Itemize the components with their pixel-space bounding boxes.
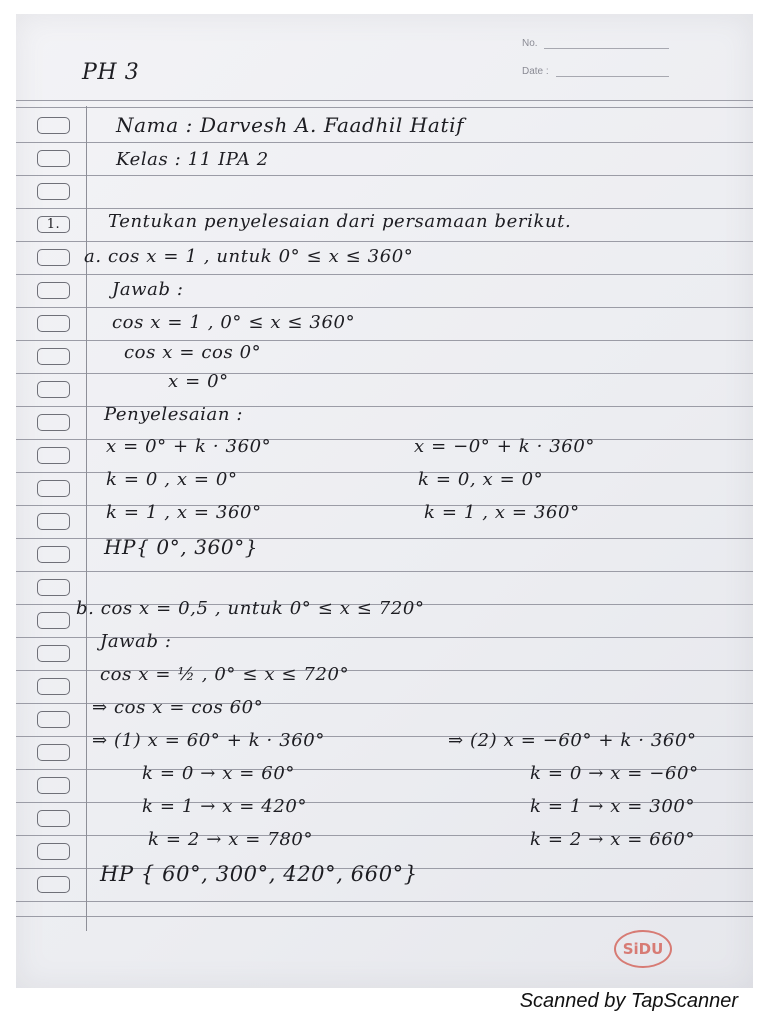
no-rule — [544, 48, 669, 49]
part-a-step2: cos x = cos 0° — [124, 342, 262, 363]
header-rule — [16, 100, 753, 101]
part-a-jawab: Jawab : — [112, 279, 184, 300]
scanner-watermark: Scanned by TapScanner — [519, 990, 738, 1012]
part-a-left-line: k = 0 , x = 0° — [106, 469, 238, 490]
student-class: Kelas : 11 IPA 2 — [116, 149, 269, 170]
part-b-right-line: ⇒ (2) x = −60° + k · 360° — [448, 730, 697, 751]
part-b-left-line: ⇒ (1) x = 60° + k · 360° — [92, 730, 325, 751]
part-b-left-line: k = 2 → x = 780° — [148, 829, 314, 850]
margin-checkbox — [37, 414, 70, 431]
part-b-jawab: Jawab : — [100, 631, 172, 652]
date-label: Date : — [522, 66, 549, 77]
margin-checkbox — [37, 744, 70, 761]
margin-checkbox — [37, 183, 70, 200]
part-a-step1: cos x = 1 , 0° ≤ x ≤ 360° — [112, 312, 356, 333]
date-rule — [556, 76, 669, 77]
margin-checkbox — [37, 282, 70, 299]
part-a-penyelesaian: Penyelesaian : — [104, 404, 244, 425]
no-label: No. — [522, 38, 538, 49]
margin-line — [86, 106, 87, 931]
part-b-result: HP { 60°, 300°, 420°, 660°} — [100, 862, 418, 886]
margin-checkbox — [37, 480, 70, 497]
ruled-line — [16, 916, 753, 917]
margin-checkbox — [37, 249, 70, 266]
part-a-right-line: x = −0° + k · 360° — [414, 436, 595, 457]
margin-checkbox — [37, 216, 70, 233]
ruled-line — [16, 175, 753, 176]
notebook-page — [16, 14, 753, 988]
header-rule — [16, 107, 753, 108]
part-b-step1: cos x = ½ , 0° ≤ x ≤ 720° — [100, 664, 350, 685]
part-b-right-line: k = 1 → x = 300° — [530, 796, 696, 817]
margin-checkbox — [37, 810, 70, 827]
margin-checkbox — [37, 150, 70, 167]
part-a-result: HP{ 0°, 360°} — [104, 535, 259, 559]
margin-checkbox — [37, 381, 70, 398]
question-number: 1. — [46, 217, 61, 232]
student-name: Nama : Darvesh A. Faadhil Hatif — [116, 113, 465, 137]
ruled-line — [16, 307, 753, 308]
part-a-statement: a. cos x = 1 , untuk 0° ≤ x ≤ 360° — [84, 246, 414, 267]
part-a-right-line: k = 0, x = 0° — [418, 469, 544, 490]
ruled-line — [16, 208, 753, 209]
margin-checkbox — [37, 513, 70, 530]
stamp-text: SiDU — [622, 940, 664, 958]
part-a-step3: x = 0° — [168, 371, 229, 392]
part-b-right-line: k = 2 → x = 660° — [530, 829, 696, 850]
margin-checkbox — [37, 612, 70, 629]
margin-checkbox — [37, 777, 70, 794]
margin-checkbox — [37, 117, 70, 134]
part-b-statement: b. cos x = 0,5 , untuk 0° ≤ x ≤ 720° — [76, 598, 425, 619]
ruled-line — [16, 274, 753, 275]
part-b-left-line: k = 0 → x = 60° — [142, 763, 295, 784]
margin-checkbox — [37, 348, 70, 365]
margin-checkbox — [37, 645, 70, 662]
ruled-line — [16, 241, 753, 242]
margin-checkbox — [37, 546, 70, 563]
page-title: PH 3 — [82, 60, 140, 85]
margin-checkbox — [37, 447, 70, 464]
brand-stamp — [614, 930, 672, 968]
ruled-line — [16, 571, 753, 572]
margin-checkbox — [37, 579, 70, 596]
part-b-step2: ⇒ cos x = cos 60° — [92, 697, 264, 718]
part-a-right-line: k = 1 , x = 360° — [424, 502, 580, 523]
ruled-line — [16, 901, 753, 902]
margin-checkbox — [37, 843, 70, 860]
ruled-line — [16, 142, 753, 143]
margin-checkbox — [37, 876, 70, 893]
part-a-left-line: x = 0° + k · 360° — [106, 436, 272, 457]
ruled-line — [16, 340, 753, 341]
ruled-line — [16, 373, 753, 374]
question-prompt: Tentukan penyelesaian dari persamaan berikut. — [108, 211, 572, 232]
margin-checkbox — [37, 315, 70, 332]
part-b-left-line: k = 1 → x = 420° — [142, 796, 308, 817]
margin-checkbox — [37, 711, 70, 728]
margin-checkbox — [37, 678, 70, 695]
part-b-right-line: k = 0 → x = −60° — [530, 763, 699, 784]
part-a-left-line: k = 1 , x = 360° — [106, 502, 262, 523]
